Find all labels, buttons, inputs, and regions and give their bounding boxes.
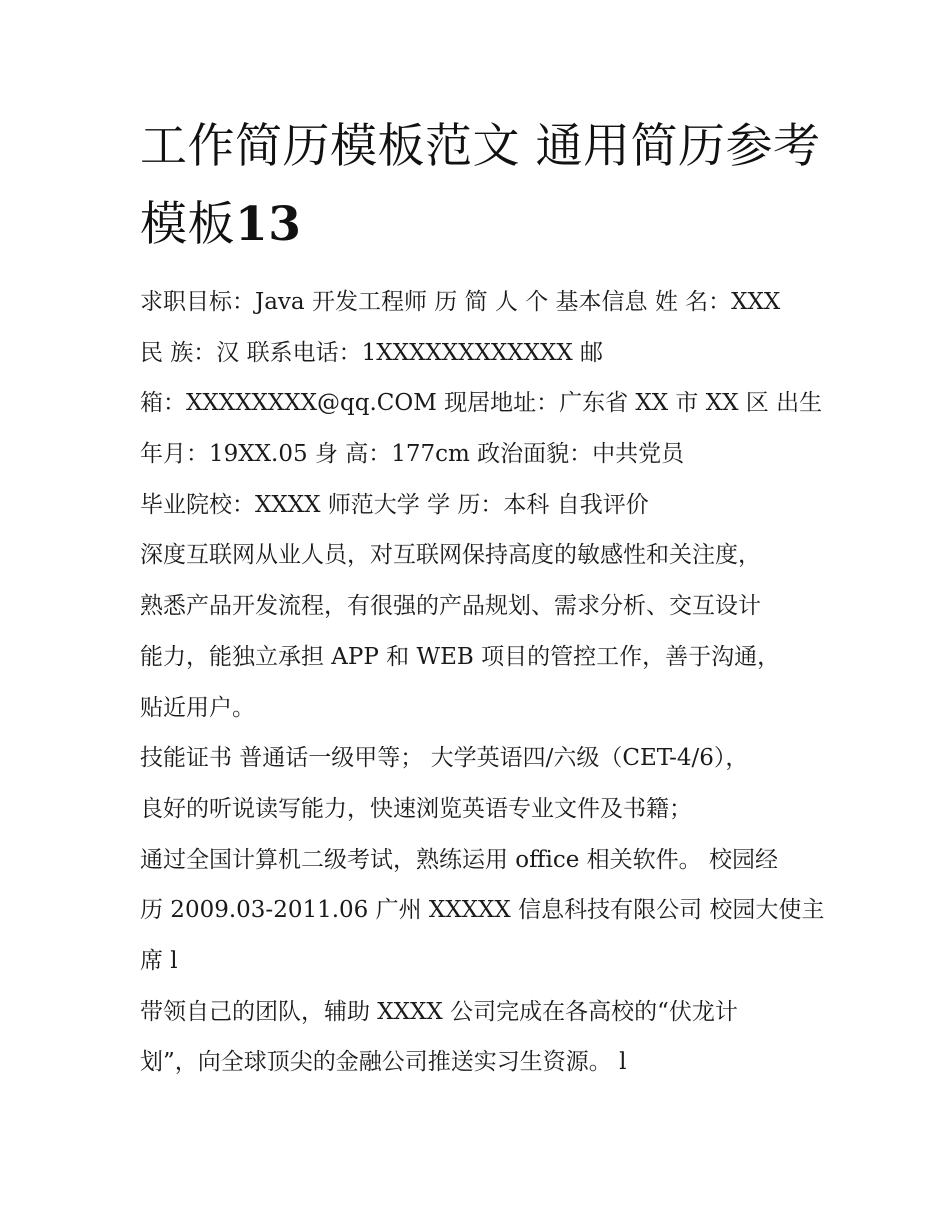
body-line: 熟悉产品开发流程，有很强的产品规划、需求分析、交互设计 bbox=[140, 593, 761, 620]
body-line: 良好的听说读写能力，快速浏览英语专业文件及书籍； bbox=[140, 795, 692, 822]
body-line: 能力，能独立承担 APP 和 WEB 项目的管控工作，善于沟通， bbox=[140, 643, 781, 670]
body-line: 贴近用户。 bbox=[140, 694, 255, 721]
body-line: 箱：XXXXXXXX@qq.COM 现居地址：广东省 XX 市 XX 区 出生 bbox=[140, 390, 823, 417]
body-line: 通过全国计算机二级考试，熟练运用 office 相关软件。 校园经 bbox=[140, 846, 778, 873]
body-line: 年月：19XX.05 身 高：177cm 政治面貌：中共党员 bbox=[140, 441, 685, 468]
body-line: 求职目标：Java 开发工程师 历 简 人 个 基本信息 姓 名：XXX bbox=[140, 289, 781, 315]
document-body bbox=[140, 277, 830, 1088]
body-line: 划”，向全球顶尖的金融公司推送实习生资源。 l bbox=[140, 1049, 627, 1076]
body-line: 深度互联网从业人员，对互联网保持高度的敏感性和关注度， bbox=[140, 542, 761, 569]
title-number: 13 bbox=[235, 197, 302, 252]
body-line: 带领自己的团队，辅助 XXXX 公司完成在各高校的“伏龙计 bbox=[140, 998, 738, 1025]
document-title bbox=[140, 108, 830, 264]
body-line: 技能证书 普通话一级甲等； 大学英语四/六级（CET-4/6）， bbox=[140, 745, 749, 772]
body-line: 毕业院校：XXXX 师范大学 学 历：本科 自我评价 bbox=[140, 491, 649, 518]
title-text: 工作简历模板范文 通用简历参考模板 bbox=[140, 119, 821, 252]
body-line: 历 2009.03-2011.06 广州 XXXXX 信息科技有限公司 校园大使主 bbox=[140, 897, 825, 924]
body-line: 民 族：汉 联系电话：1XXXXXXXXXXXX 邮 bbox=[140, 339, 604, 366]
body-line: 席 l bbox=[140, 947, 178, 974]
